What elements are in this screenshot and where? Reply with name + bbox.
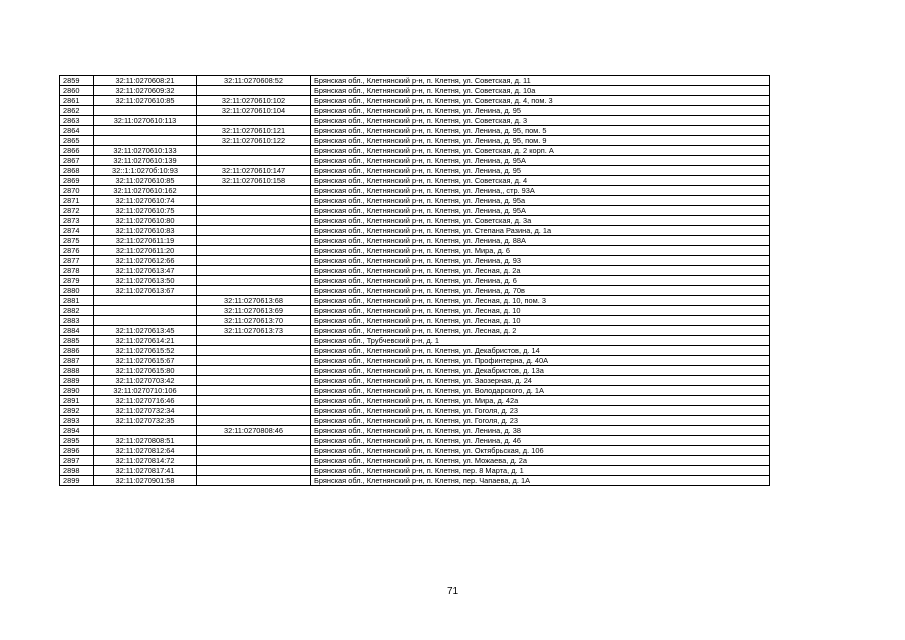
table-row: [60, 126, 770, 136]
address-cell: Брянская обл., Клетнянский р-н, п. Клетня, ул. Ленина, д. 88А: [311, 236, 770, 246]
table-row: [60, 286, 770, 296]
secondary-cadastral-number-cell: 32:11:0270808:46: [197, 426, 311, 436]
address-cell: Брянская обл., Клетнянский р-н, п. Клетня, ул. Лесная, д. 10, пом. 3: [311, 296, 770, 306]
cadastral-number-cell: 32:11:0270615:80: [94, 366, 197, 376]
row-number-cell: 2860: [60, 86, 94, 96]
secondary-cadastral-number-cell: [197, 236, 311, 246]
row-number-cell: 2892: [60, 406, 94, 416]
row-number-cell: 2883: [60, 316, 94, 326]
cadastral-number-cell: 32:11:0270610:85: [94, 176, 197, 186]
row-number-cell: 2894: [60, 426, 94, 436]
address-cell: Брянская обл., Трубчевский р-н, д. 1: [311, 336, 770, 346]
address-cell: Брянская обл., Клетнянский р-н, п. Клетня, ул. Декабристов, д. 13а: [311, 366, 770, 376]
secondary-cadastral-number-cell: 32:11:0270613:68: [197, 296, 311, 306]
table-row: [60, 176, 770, 186]
table-row: [60, 416, 770, 426]
table-row: [60, 256, 770, 266]
row-number-cell: 2864: [60, 126, 94, 136]
cadastral-number-cell: 32:11:0270814:72: [94, 456, 197, 466]
row-number-cell: 2899: [60, 476, 94, 486]
table-row: [60, 276, 770, 286]
row-number-cell: 2896: [60, 446, 94, 456]
cadastral-number-cell: 32:11:0270732:35: [94, 416, 197, 426]
row-number-cell: 2862: [60, 106, 94, 116]
row-number-cell: 2861: [60, 96, 94, 106]
cadastral-number-cell: 32:11:0270611:20: [94, 246, 197, 256]
cadastral-number-cell: 32:11:0270901:58: [94, 476, 197, 486]
cadastral-number-cell: 32:11:0270612:66: [94, 256, 197, 266]
secondary-cadastral-number-cell: [197, 386, 311, 396]
secondary-cadastral-number-cell: [197, 366, 311, 376]
cadastral-number-cell: 32:11:0270703:42: [94, 376, 197, 386]
address-cell: Брянская обл., Клетнянский р-н, п. Клетня, ул. Ленина, д. 46: [311, 436, 770, 446]
address-cell: Брянская обл., Клетнянский р-н, п. Клетня, ул. Лесная, д. 10: [311, 316, 770, 326]
secondary-cadastral-number-cell: 32:11:0270613:73: [197, 326, 311, 336]
address-cell: Брянская обл., Клетнянский р-н, п. Клетня, ул. Лесная, д. 2: [311, 326, 770, 336]
row-number-cell: 2859: [60, 76, 94, 86]
cadastral-number-cell: 32:11:0270610:113: [94, 116, 197, 126]
address-cell: Брянская обл., Клетнянский р-н, п. Клетня, ул. Ленина, д. 95: [311, 106, 770, 116]
address-cell: Брянская обл., Клетнянский р-н, п. Клетня, ул. Ленина, д. 38: [311, 426, 770, 436]
cadastral-number-cell: 32:11:0270610:74: [94, 196, 197, 206]
row-number-cell: 2867: [60, 156, 94, 166]
row-number-cell: 2863: [60, 116, 94, 126]
address-cell: Брянская обл., Клетнянский р-н, п. Клетня, пер. Чапаева, д. 1А: [311, 476, 770, 486]
row-number-cell: 2879: [60, 276, 94, 286]
secondary-cadastral-number-cell: [197, 206, 311, 216]
cadastral-number-cell: 32:11:0270611:19: [94, 236, 197, 246]
table-row: [60, 156, 770, 166]
cadastral-number-cell: [94, 426, 197, 436]
table-row: [60, 336, 770, 346]
address-cell: Брянская обл., Клетнянский р-н, п. Клетня, ул. Ленина, д. 95а: [311, 196, 770, 206]
address-cell: Брянская обл., Клетнянский р-н, п. Клетня, ул. Володарского, д. 1А: [311, 386, 770, 396]
secondary-cadastral-number-cell: [197, 456, 311, 466]
row-number-cell: 2881: [60, 296, 94, 306]
row-number-cell: 2887: [60, 356, 94, 366]
table-row: [60, 106, 770, 116]
cadastral-number-cell: 32:11:0270710:106: [94, 386, 197, 396]
secondary-cadastral-number-cell: 32:11:0270610:122: [197, 136, 311, 146]
address-cell: Брянская обл., Клетнянский р-н, п. Клетня, ул. Октябрьская, д. 106: [311, 446, 770, 456]
cadastral-number-cell: 32:11:0270610:83: [94, 226, 197, 236]
cadastral-number-cell: 32:11:0270608:21: [94, 76, 197, 86]
cadastral-number-cell: 32:11:0270610:133: [94, 146, 197, 156]
secondary-cadastral-number-cell: [197, 446, 311, 456]
secondary-cadastral-number-cell: [197, 346, 311, 356]
row-number-cell: 2898: [60, 466, 94, 476]
row-number-cell: 2893: [60, 416, 94, 426]
secondary-cadastral-number-cell: [197, 436, 311, 446]
address-cell: Брянская обл., Клетнянский р-н, п. Клетня, пер. 8 Марта, д. 1: [311, 466, 770, 476]
row-number-cell: 2890: [60, 386, 94, 396]
secondary-cadastral-number-cell: 32:11:0270613:70: [197, 316, 311, 326]
address-cell: Брянская обл., Клетнянский р-н, п. Клетня, ул. Мира, д. 42а: [311, 396, 770, 406]
table-row: [60, 216, 770, 226]
address-cell: Брянская обл., Клетнянский р-н, п. Клетня, ул. Советская, д. 4: [311, 176, 770, 186]
cadastral-number-cell: [94, 316, 197, 326]
table-row: [60, 136, 770, 146]
secondary-cadastral-number-cell: [197, 406, 311, 416]
address-cell: Брянская обл., Клетнянский р-н, п. Клетня, ул. Степана Разина, д. 1а: [311, 226, 770, 236]
row-number-cell: 2888: [60, 366, 94, 376]
table-row: [60, 236, 770, 246]
secondary-cadastral-number-cell: 32:11:0270610:147: [197, 166, 311, 176]
table-row: [60, 356, 770, 366]
secondary-cadastral-number-cell: [197, 476, 311, 486]
address-cell: Брянская обл., Клетнянский р-н, п. Клетня, ул. Советская, д. 11: [311, 76, 770, 86]
row-number-cell: 2880: [60, 286, 94, 296]
row-number-cell: 2871: [60, 196, 94, 206]
address-cell: Брянская обл., Клетнянский р-н, п. Клетня, ул. Советская, д. 3: [311, 116, 770, 126]
table-row: [60, 246, 770, 256]
row-number-cell: 2874: [60, 226, 94, 236]
address-cell: Брянская обл., Клетнянский р-н, п. Клетня, ул. Мира, д. 6: [311, 246, 770, 256]
address-cell: Брянская обл., Клетнянский р-н, п. Клетня, ул. Заозерная, д. 24: [311, 376, 770, 386]
address-cell: Брянская обл., Клетнянский р-н, п. Клетня, ул. Ленина, д. 95, пом. 9: [311, 136, 770, 146]
address-cell: Брянская обл., Клетнянский р-н, п. Клетня, ул. Ленина, д. 95: [311, 166, 770, 176]
row-number-cell: 2878: [60, 266, 94, 276]
registry-table-body: [60, 76, 770, 486]
table-row: [60, 306, 770, 316]
table-row: [60, 446, 770, 456]
address-cell: Брянская обл., Клетнянский р-н, п. Клетня, ул. Ленина, д. 95А: [311, 156, 770, 166]
row-number-cell: 2865: [60, 136, 94, 146]
secondary-cadastral-number-cell: [197, 186, 311, 196]
secondary-cadastral-number-cell: [197, 356, 311, 366]
table-row: [60, 206, 770, 216]
row-number-cell: 2889: [60, 376, 94, 386]
row-number-cell: 2891: [60, 396, 94, 406]
cadastral-number-cell: 32:11:0270812:64: [94, 446, 197, 456]
table-row: [60, 376, 770, 386]
table-row: [60, 466, 770, 476]
table-row: [60, 346, 770, 356]
secondary-cadastral-number-cell: [197, 336, 311, 346]
secondary-cadastral-number-cell: [197, 226, 311, 236]
cadastral-number-cell: [94, 126, 197, 136]
row-number-cell: 2897: [60, 456, 94, 466]
secondary-cadastral-number-cell: 32:11:0270610:121: [197, 126, 311, 136]
row-number-cell: 2868: [60, 166, 94, 176]
secondary-cadastral-number-cell: [197, 86, 311, 96]
cadastral-number-cell: 32:11:0270716:46: [94, 396, 197, 406]
cadastral-number-cell: [94, 106, 197, 116]
cadastral-number-cell: 32:11:0270614:21: [94, 336, 197, 346]
row-number-cell: 2884: [60, 326, 94, 336]
address-cell: Брянская обл., Клетнянский р-н, п. Клетня, ул. Ленина, д. 70в: [311, 286, 770, 296]
row-number-cell: 2866: [60, 146, 94, 156]
cadastral-number-cell: 32:11:0270610:75: [94, 206, 197, 216]
secondary-cadastral-number-cell: [197, 466, 311, 476]
address-cell: Брянская обл., Клетнянский р-н, п. Клетня, ул. Декабристов, д. 14: [311, 346, 770, 356]
address-cell: Брянская обл., Клетнянский р-н, п. Клетня, ул. Можаева, д. 2а: [311, 456, 770, 466]
cadastral-number-cell: 32:11:0270613:67: [94, 286, 197, 296]
secondary-cadastral-number-cell: [197, 216, 311, 226]
secondary-cadastral-number-cell: [197, 286, 311, 296]
row-number-cell: 2873: [60, 216, 94, 226]
row-number-cell: 2869: [60, 176, 94, 186]
table-row: [60, 426, 770, 436]
secondary-cadastral-number-cell: 32:11:0270608:52: [197, 76, 311, 86]
row-number-cell: 2876: [60, 246, 94, 256]
address-cell: Брянская обл., Клетнянский р-н, п. Клетня, ул. Ленина, д. 6: [311, 276, 770, 286]
cadastral-number-cell: 32:11:0270817:41: [94, 466, 197, 476]
cadastral-number-cell: 32::1:1:0270б:10:93: [94, 166, 197, 176]
secondary-cadastral-number-cell: [197, 396, 311, 406]
table-row: [60, 366, 770, 376]
row-number-cell: 2885: [60, 336, 94, 346]
cadastral-number-cell: 32:11:0270610:162: [94, 186, 197, 196]
cadastral-number-cell: 32:11:0270610:80: [94, 216, 197, 226]
address-cell: Брянская обл., Клетнянский р-н, п. Клетня, ул. Ленина, д. 93: [311, 256, 770, 266]
cadastral-number-cell: 32:11:0270615:52: [94, 346, 197, 356]
secondary-cadastral-number-cell: [197, 156, 311, 166]
address-cell: Брянская обл., Клетнянский р-н, п. Клетня, ул. Гоголя, д. 23: [311, 416, 770, 426]
address-cell: Брянская обл., Клетнянский р-н, п. Клетня, ул. Советская, д. 3а: [311, 216, 770, 226]
address-cell: Брянская обл., Клетнянский р-н, п. Клетня, ул. Советская, д. 2 корп. А: [311, 146, 770, 156]
cadastral-number-cell: 32:11:0270610:85: [94, 96, 197, 106]
page-number: 71: [446, 586, 459, 597]
cadastral-number-cell: [94, 136, 197, 146]
secondary-cadastral-number-cell: 32:11:0270610:104: [197, 106, 311, 116]
address-cell: Брянская обл., Клетнянский р-н, п. Клетня, ул. Лесная, д. 2а: [311, 266, 770, 276]
table-row: [60, 76, 770, 86]
secondary-cadastral-number-cell: 32:11:0270610:158: [197, 176, 311, 186]
secondary-cadastral-number-cell: [197, 246, 311, 256]
table-row: [60, 316, 770, 326]
secondary-cadastral-number-cell: 32:11:0270610:102: [197, 96, 311, 106]
secondary-cadastral-number-cell: [197, 276, 311, 286]
cadastral-number-cell: 32:11:0270732:34: [94, 406, 197, 416]
cadastral-number-cell: [94, 306, 197, 316]
cadastral-number-cell: 32:11:0270615:67: [94, 356, 197, 366]
secondary-cadastral-number-cell: [197, 116, 311, 126]
address-cell: Брянская обл., Клетнянский р-н, п. Клетня, ул. Ленина, д. 95А: [311, 206, 770, 216]
table-row: [60, 386, 770, 396]
address-cell: Брянская обл., Клетнянский р-н, п. Клетня, ул. Советская, д. 10а: [311, 86, 770, 96]
table-row: [60, 396, 770, 406]
row-number-cell: 2882: [60, 306, 94, 316]
row-number-cell: 2872: [60, 206, 94, 216]
table-row: [60, 326, 770, 336]
row-number-cell: 2870: [60, 186, 94, 196]
table-row: [60, 86, 770, 96]
secondary-cadastral-number-cell: 32:11:0270613:69: [197, 306, 311, 316]
table-row: [60, 96, 770, 106]
cadastral-number-cell: [94, 296, 197, 306]
row-number-cell: 2877: [60, 256, 94, 266]
registry-table: [59, 75, 770, 486]
table-row: [60, 476, 770, 486]
table-row: [60, 166, 770, 176]
secondary-cadastral-number-cell: [197, 196, 311, 206]
row-number-cell: 2886: [60, 346, 94, 356]
secondary-cadastral-number-cell: [197, 376, 311, 386]
table-row: [60, 226, 770, 236]
address-cell: Брянская обл., Клетнянский р-н, п. Клетня, ул. Советская, д. 4, пом. 3: [311, 96, 770, 106]
table-row: [60, 406, 770, 416]
cadastral-number-cell: 32:11:0270613:47: [94, 266, 197, 276]
table-row: [60, 196, 770, 206]
table-row: [60, 146, 770, 156]
table-row: [60, 456, 770, 466]
table-row: [60, 436, 770, 446]
cadastral-number-cell: 32:11:0270610:139: [94, 156, 197, 166]
row-number-cell: 2895: [60, 436, 94, 446]
secondary-cadastral-number-cell: [197, 266, 311, 276]
table-row: [60, 266, 770, 276]
secondary-cadastral-number-cell: [197, 256, 311, 266]
address-cell: Брянская обл., Клетнянский р-н, п. Клетня, ул. Ленина,, стр. 93А: [311, 186, 770, 196]
cadastral-number-cell: 32:11:0270613:50: [94, 276, 197, 286]
address-cell: Брянская обл., Клетнянский р-н, п. Клетня, ул. Ленина, д. 95, пом. 5: [311, 126, 770, 136]
table-row: [60, 186, 770, 196]
cadastral-number-cell: 32:11:0270808:51: [94, 436, 197, 446]
table-row: [60, 296, 770, 306]
address-cell: Брянская обл., Клетнянский р-н, п. Клетня, ул. Профинтерна, д. 40А: [311, 356, 770, 366]
secondary-cadastral-number-cell: [197, 416, 311, 426]
cadastral-number-cell: 32:11:0270609:32: [94, 86, 197, 96]
cadastral-number-cell: 32:11:0270613:45: [94, 326, 197, 336]
row-number-cell: 2875: [60, 236, 94, 246]
secondary-cadastral-number-cell: [197, 146, 311, 156]
address-cell: Брянская обл., Клетнянский р-н, п. Клетня, ул. Лесная, д. 10: [311, 306, 770, 316]
table-row: [60, 116, 770, 126]
address-cell: Брянская обл., Клетнянский р-н, п. Клетня, ул. Гоголя, д. 23: [311, 406, 770, 416]
